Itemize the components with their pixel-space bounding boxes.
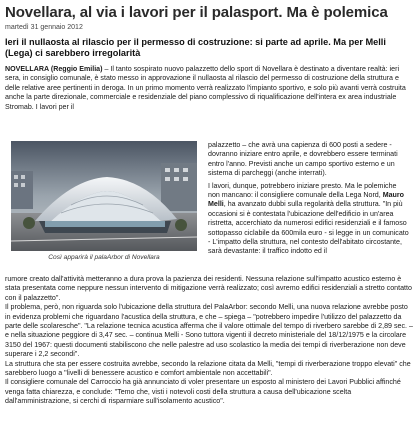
bottom-paragraph-1: rumore creato dall'attività metteranno a dura prova la pazienza dei residenti. Nessuna relazione sull'impatto acustico esterno è stata presentata come neppure nessun intervento di mitigazione verrà realizzato; così avremo edifici residenziali a stretto contatto con il palazzetto". bbox=[5, 275, 412, 302]
article-date: martedì 31 gennaio 2012 bbox=[5, 24, 83, 31]
lead-paragraph bbox=[5, 65, 415, 112]
right-paragraph-2-start: I lavori, dunque, potrebbero iniziare presto. Ma le polemiche non mancano: il consigliere comunale della Lega Nord, bbox=[208, 181, 397, 200]
figure-caption: Così apparirà il palaArbor di Novellara bbox=[48, 254, 160, 261]
councillor-name: Mauro Melli bbox=[208, 191, 404, 209]
article-bottom bbox=[5, 275, 415, 407]
article-figure bbox=[11, 141, 197, 265]
bottom-paragraph-4: Il consigliere comunale del Carroccio ha già annunciato di voler presentare un esposto al ministero dei Lavori Pubblici affinché venga fatta chiarezza, e conclude: "Temo che, visti i notevoli costi della struttura a causa dell'ubicazione scelta dall'amministrazione, si cerchi di risparmiare sull'isolamento acustico". bbox=[5, 378, 401, 406]
palasport-rendering-image bbox=[11, 141, 197, 251]
right-paragraph-2 bbox=[208, 182, 410, 257]
lead-location: NOVELLARA (Reggio Emilia) bbox=[5, 65, 103, 73]
bottom-paragraph-3: La struttura che sta per essere costruita avrebbe, secondo la relazione citata da Melli, "tempi di riverberazione troppo elevati" che sarebbero luogo a "livelli di benessere acustico e comfort ambientale non accettabili". bbox=[5, 359, 411, 378]
article-title: Novellara, al via i lavori per il palasport. Ma è polemica bbox=[5, 4, 388, 21]
article-subtitle: Ieri il nullaosta al rilascio per il permesso di costruzione: si parte ad aprile. Ma per Melli (Lega) ci sarebbero irregolarità bbox=[5, 37, 386, 58]
article-page bbox=[5, 0, 415, 112]
lead-text: – Il tanto sospirato nuovo palazzetto dello sport di Novellara è destinato a diventare realtà: ieri sera, in consiglio comunale, è stato messo in approvazione il nullaosta al rilascio del permesso di costruzione della struttura e delle relative aree pertinenti in deroga. In un primo momento verrà realizzato l'impianto sportivo, e solo più avanti verrà costruita anche la parte direzionale, commerciale e residenziale del piano complessivo di riqualificazione dell'intera ex area industriale Stromab. I lavori per il bbox=[5, 65, 406, 111]
right-column bbox=[208, 141, 410, 257]
bottom-paragraph-2: Il problema, però, non riguarda solo l'ubicazione della struttura del PalaArbor: secondo Melli, una nuova relazione avrebbe posto in evidenza problemi che riguardano l'acustica della struttura, e che – spiega – "potrebbero impedire l'utilizzo del palazzetto da parte delle scolaresche". "La relazione tecnica acustica afferma che il valore ottimale del tempo di riverbero sarebbe di 2,89 sec. – e nella situazione peggiore di 3,47 sec. – continua Melli - Sono tuttora vigenti il decreto ministeriale del 18/12/1975 e la circolare 3150 del 1967: questi documenti stabiliscono che nelle palestre ad uso scolastico la media dei tempi di riverberazione non deve superare i 2,2 secondi". bbox=[5, 303, 413, 359]
right-paragraph-1: palazzetto – che avrà una capienza di 600 posti a sedere - dovranno iniziare entro aprile, e dovrebbero essere terminati entro l'anno. Previsti anche un campo sportivo esterno e un sistema di parcheggi (anche interrati). bbox=[208, 141, 398, 178]
right-paragraph-2-end: , ha avanzato dubbi sulla regolarità della struttura. "In più occasioni si è contestata l'ubicazione dell'edificio in un'area ristretta, accerchiato da numerosi edifici residenziali e il famoso sottopasso ciclabile da 600mila euro - si legge in un comunicato - L'impatto della struttura, nel contesto dell'abitato circostante, sarà devastante: il traffico indotto ed il bbox=[208, 200, 409, 256]
